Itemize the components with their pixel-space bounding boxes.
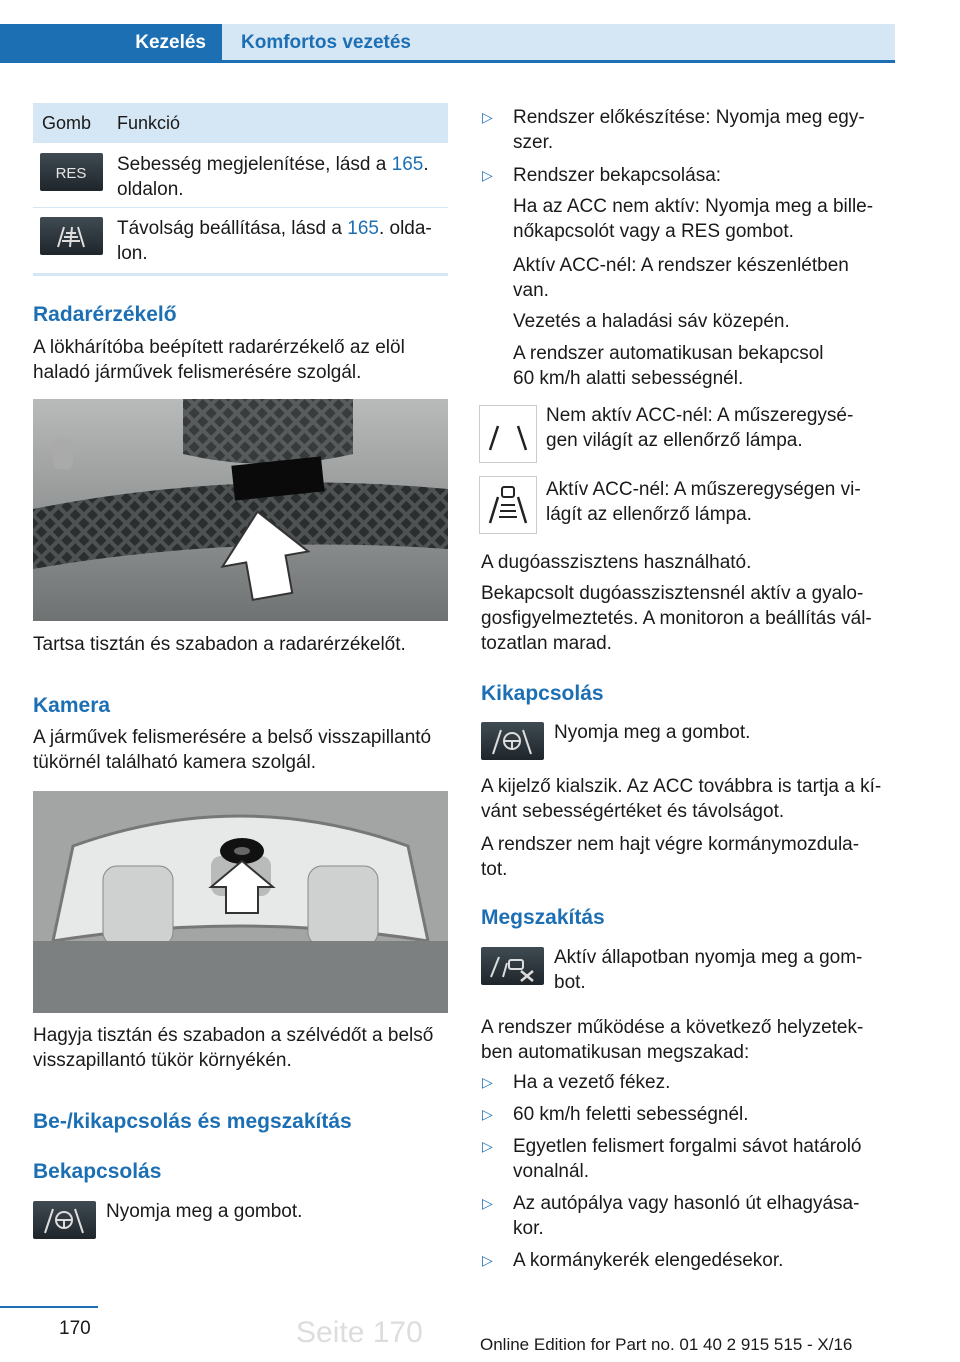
auto-interrupt-intro: A rendszer működése a következő helyzetek- ben automatikusan megszakad: xyxy=(481,1017,864,1063)
svg-text:RES: RES xyxy=(55,165,87,182)
table-col-gomb: Gomb xyxy=(42,113,92,133)
bullet-icon: ▷ xyxy=(482,1074,493,1090)
bullet-icon: ▷ xyxy=(482,1106,493,1122)
interrupt-heading: Megszakítás xyxy=(481,906,605,929)
indicator-active-text: Aktív ACC-nél: A műszeregységen vi- lágít az ellenőrző lámpa. xyxy=(546,479,861,525)
switchon-bullet-text: Rendszer bekapcsolása: xyxy=(513,165,722,186)
footer-rule xyxy=(0,1306,98,1308)
table-row-text: Sebesség megjelenítése, lásd a 165. oldalon. xyxy=(117,154,429,200)
page-link[interactable]: 165 xyxy=(391,154,424,175)
acc-inactive-text: Ha az ACC nem aktív: Nyomja meg a bille- nőkapcsolót vagy a RES gombot. xyxy=(513,196,874,242)
camera-heading: Kamera xyxy=(33,694,111,717)
lane-active-indicator-icon xyxy=(479,476,537,534)
radar-photo xyxy=(33,399,448,621)
onoff-heading: Be-/kikapcsolás és megszakítás xyxy=(33,1110,352,1133)
interrupt-text: Aktív állapotban nyomja meg a gom- bot. xyxy=(554,947,863,993)
radar-caption: Tartsa tisztán és szabadon a radarérzékelőt. xyxy=(33,634,406,655)
traffic-jam-text: A dugóasszisztens használható. xyxy=(481,552,752,573)
table-divider xyxy=(33,207,448,208)
display-off-text: A kijelző kialszik. Az ACC továbbra is tartja a kí- vánt sebességértéket és távolságot. xyxy=(481,776,882,822)
page-number: 170 xyxy=(59,1318,91,1339)
res-button-icon xyxy=(40,153,103,191)
table-col-funkcio: Funkció xyxy=(117,113,181,133)
prep-bullet-text: Rendszer előkészítése: Nyomja meg egy- szer. xyxy=(513,107,865,153)
pedestrian-warning-text: Bekapcsolt dugóasszisztensnél aktív a gyalo- gosfigyelmeztetés. A monitoron a beállítás vál- tozatlan marad. xyxy=(481,583,872,654)
bullet-icon: ▷ xyxy=(482,1252,493,1268)
no-steering-text: A rendszer nem hajt végre kormánymozdula- tot. xyxy=(481,834,860,880)
lane-center-text: Vezetés a haladási sáv közepén. xyxy=(513,311,790,332)
table-header xyxy=(33,103,448,143)
page-link[interactable]: 165 xyxy=(347,218,379,239)
acc-active-text: Aktív ACC-nél: A rendszer készenlétben van. xyxy=(513,255,849,301)
table-row-text: Távolság beállítása, lásd a 165. olda- lon. xyxy=(117,218,432,264)
radar-heading: Radarérzékelő xyxy=(33,303,177,326)
radar-text: A lökhárítóba beépített radarérzékelő az elöl haladó járművek felismerésére szolgál. xyxy=(33,337,405,383)
bullet-icon: ▷ xyxy=(482,167,493,183)
switch-off-text: Nyomja meg a gombot. xyxy=(554,722,751,743)
bullet-icon: ▷ xyxy=(482,1138,493,1154)
watermark: Seite 170 xyxy=(296,1316,423,1349)
steering-wheel-button-icon xyxy=(481,722,544,760)
camera-caption: Hagyja tisztán és szabadon a szélvédőt a belső visszapillantó tükör környékén. xyxy=(33,1025,434,1071)
steering-wheel-button-icon xyxy=(33,1201,96,1239)
indicator-inactive-text: Nem aktív ACC-nél: A műszeregysé- gen világít az ellenőrző lámpa. xyxy=(546,405,854,451)
switch-on-text: Nyomja meg a gombot. xyxy=(106,1201,303,1222)
lane-inactive-indicator-icon xyxy=(479,405,537,463)
bullet-icon: ▷ xyxy=(482,109,493,125)
list-item: A kormánykerék elengedésekor. xyxy=(513,1250,784,1271)
list-item: Ha a vezető fékez. xyxy=(513,1072,671,1093)
list-item: Az autópálya vagy hasonló út elhagyása- kor. xyxy=(513,1193,860,1239)
table-bottom-rule xyxy=(33,273,448,276)
switch-on-heading: Bekapcsolás xyxy=(33,1160,162,1183)
list-item: Egyetlen felismert forgalmi sávot határoló vonalnál. xyxy=(513,1136,862,1182)
switch-off-heading: Kikapcsolás xyxy=(481,682,604,705)
header-section-tab[interactable]: Kezelés xyxy=(0,24,222,62)
list-item: 60 km/h feletti sebességnél. xyxy=(513,1104,749,1125)
edition-text: Online Edition for Part no. 01 40 2 915 515 - X/16 xyxy=(480,1335,853,1354)
header-chapter-tab[interactable]: Komfortos vezetés xyxy=(222,24,895,62)
header-rule xyxy=(0,60,895,63)
camera-text: A járművek felismerésére a belső visszapillantó tükörnél található kamera szolgál. xyxy=(33,727,432,773)
interrupt-button-icon xyxy=(481,947,544,985)
auto-on-text: A rendszer automatikusan bekapcsol 60 km/h alatti sebességnél. xyxy=(513,343,824,389)
bullet-icon: ▷ xyxy=(482,1195,493,1211)
distance-button-icon xyxy=(40,217,103,255)
camera-photo xyxy=(33,791,448,1013)
